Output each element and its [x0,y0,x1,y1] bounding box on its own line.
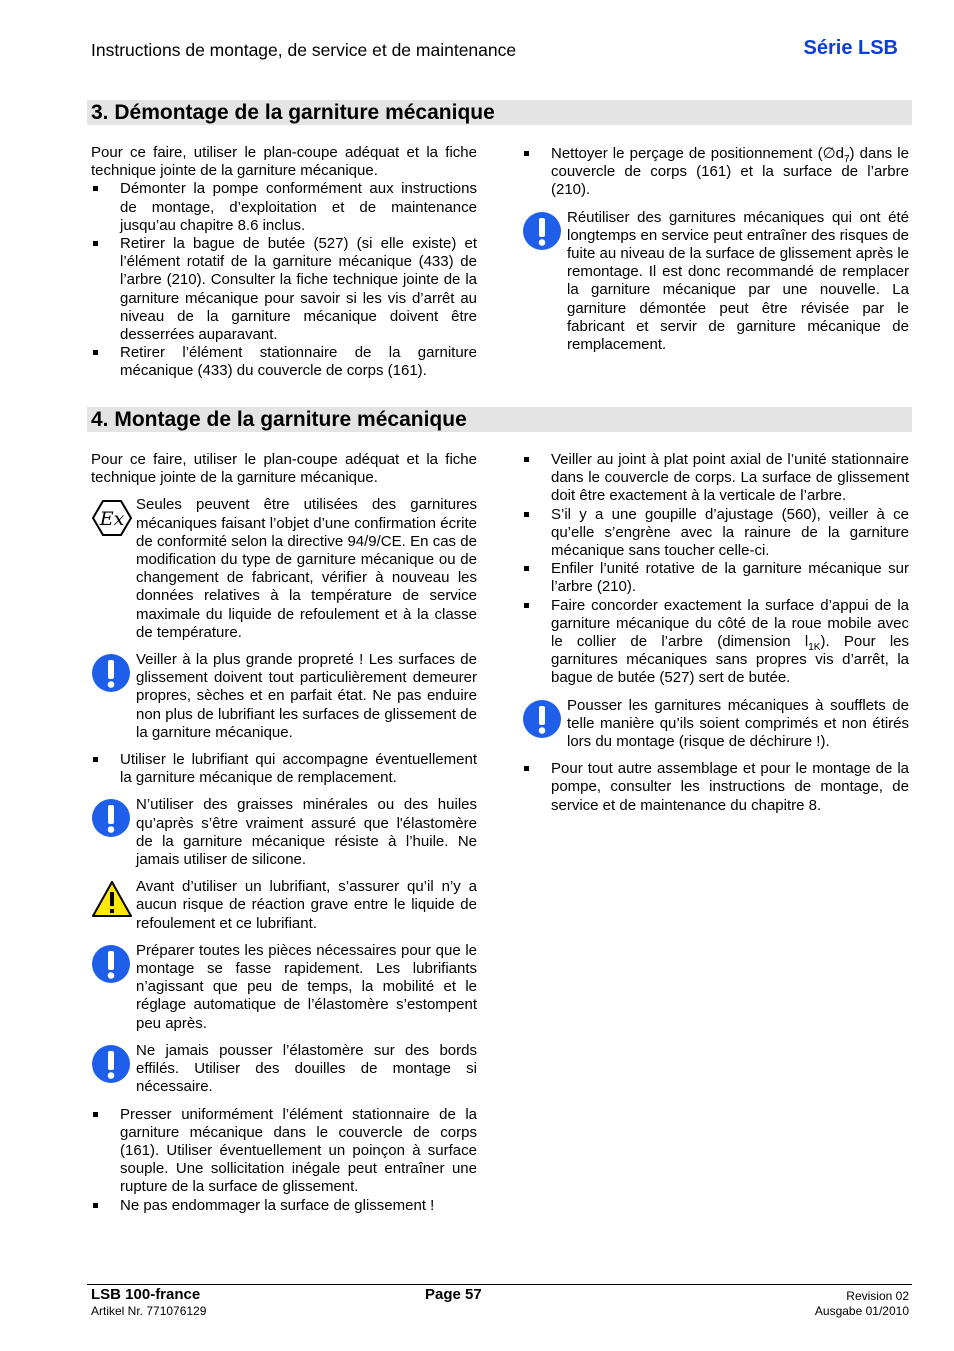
section4-heading: 4. Montage de la garniture mécanique [91,408,467,431]
exclamation-circle-icon [91,653,131,698]
exclamation-circle-icon [522,211,562,256]
list-item: Retirer l’élément stationnaire de la garniture mécanique (433) du couvercle de corps (161). [91,344,477,380]
list-item-text: ). Pour les garnitures mécaniques sans propres vis d’arrêt, la bague de butée (527) sert de butée. [551,633,909,687]
note-text: Veiller à la plus grande propreté ! Les surfaces de glissement doivent tout particulièrement demeurer propres, sèches et en parfait état. Ne pas enduire non plus de lubrifiant les surfaces de glissement de la garniture mécanique. [136,651,477,741]
section4-left-column [91,451,477,1215]
note-block [91,796,477,869]
section4-heading-bar [87,407,912,432]
svg-text:Ex: Ex [99,508,125,531]
note-block [522,209,909,355]
note-block [522,697,909,752]
note-block [91,942,477,1033]
list-item: S’il y a une goupille d’ajustage (560), veiller à ce qu’elle s’engrène avec la rainure de la garniture mécanique sans toucher celle-ci. [522,506,909,561]
warning-text: Avant d’utiliser un lubrifiant, s’assurer qu’il n’y a aucun risque de réaction grave entre le liquide de refoulement et ce lubrifiant. [136,878,477,932]
section3-heading-bar [87,100,912,125]
note-text: Réutiliser des garnitures mécaniques qui ont été longtemps en service peut entraîner des risques de fuite au niveau de la surface de glissement après le remontage. Il est donc recommandé de remplacer la garniture mécanique par une nouvelle. La garniture démontée peut être révisée par le fabricant et servir de garniture mécanique de remplacement. [567,208,909,354]
footer-revision: Revision 02 [846,1289,909,1303]
exclamation-circle-icon [91,944,131,989]
list-item: Pour tout autre assemblage et pour le montage de la pompe, consulter les instructions de montage, de service et de maintenance du chapitre 8. [522,760,909,815]
note-text: Pousser les garnitures mécaniques à soufflets de telle manière qu’ils soient comprimés et non étirés lors du montage (risque de déchirure !). [567,696,909,751]
note-text: Ne jamais pousser l’élastomère sur des bords effilés. Utiliser des douilles de montage si nécessaire. [136,1041,477,1096]
list-item-text: ) dans le couvercle de corps (161) et la surface de l’arbre (210). [551,145,909,199]
list-item: Veiller au joint à plat point axial de l’unité stationnaire dans le couvercle de corps. La surface de glissement doit être exactement à la verticale de l’arbre. [522,451,909,506]
footer-divider [87,1284,912,1285]
section3-left-column [91,144,477,381]
list-item-subscript: 7 [843,154,850,165]
exclamation-circle-icon [522,699,562,744]
section3-right-column [522,145,909,354]
list-item: Retirer la bague de butée (527) (si elle existe) et l’élément rotatif de la garniture mécanique (433) de l’arbre (210). Consulter la fiche technique jointe de la garniture mécanique pour savoir si les vis d’arrêt au niveau de la garniture mécanique doivent être desserrées auparavant. [91,235,477,344]
list-item: Démonter la pompe conformément aux instructions de montage, d’exploitation et de maintenance jusqu’au chapitre 8.6 inclus. [91,180,477,235]
note-text: Préparer toutes les pièces nécessaires pour que le montage se fasse rapidement. Les lubrifiants n’agissant que peu de temps, la mobilité et le réglage automatique de l’élastomère s’estompent peu après. [136,941,477,1032]
footer-article: Artikel Nr. 771076129 [91,1304,207,1318]
list-item: Utiliser le lubrifiant qui accompagne éventuellement la garniture mécanique de remplacement. [91,751,477,787]
list-item [522,145,909,200]
exclamation-circle-icon [91,1044,131,1089]
warning-block [91,878,477,933]
list-item [522,597,909,688]
ex-note-text: Seules peuvent être utilisées des garnitures mécaniques faisant l’objet d’une confirmation écrite de conformité selon la directive 94/9/CE. En cas de modification du type de garniture mécanique ou de changement de fabricant, vérifier à nouveau les données relatives à la température de service maximale du liquide de refoulement et à la classe de température. [136,496,477,641]
exclamation-circle-icon [91,798,131,843]
list-item-text: Nettoyer le perçage de positionnement (∅d [551,145,844,162]
ex-note-block [91,496,477,642]
note-block [91,1042,477,1097]
ex-mark-icon [91,498,133,543]
section3-intro: Pour ce faire, utiliser le plan-coupe adéquat et la fiche technique jointe de la garniture mécanique. [91,144,477,180]
list-item-text: Faire concorder exactement la surface d’appui de la garniture mécanique du côté de la roue mobile avec le collier de l’arbre (dimension l [551,596,909,651]
footer-doc: LSB 100-france [91,1286,201,1303]
footer-page: Page 57 [425,1286,482,1303]
note-text: N’utiliser des graisses minérales ou des huiles qu’après s’être vraiment assuré que l'élastomère de la garniture mécanique résiste à l’huile. Ne jamais utiliser de silicone. [136,796,477,869]
section4-intro: Pour ce faire, utiliser le plan-coupe adéquat et la fiche technique jointe de la garniture mécanique. [91,451,477,487]
footer-edition: Ausgabe 01/2010 [814,1304,909,1318]
list-item: Ne pas endommager la surface de glissement ! [91,1197,477,1215]
list-item: Presser uniformément l’élément stationnaire de la garniture mécanique dans le couvercle de corps (161). Utiliser éventuellement un poinçon à surface souple. Une sollicitation inégale peut entraîner une rupture de la surface de glissement. [91,1106,477,1197]
header-title: Instructions de montage, de service et de maintenance [91,40,517,60]
section3-heading: 3. Démontage de la garniture mécanique [91,101,495,124]
note-block [91,651,477,742]
list-item-subscript: 1K [808,642,821,654]
series-title: Série LSB [803,37,898,59]
list-item: Enfiler l’unité rotative de la garniture mécanique sur l’arbre (210). [522,560,909,596]
section4-right-column [522,451,909,815]
warning-triangle-icon [91,880,133,923]
